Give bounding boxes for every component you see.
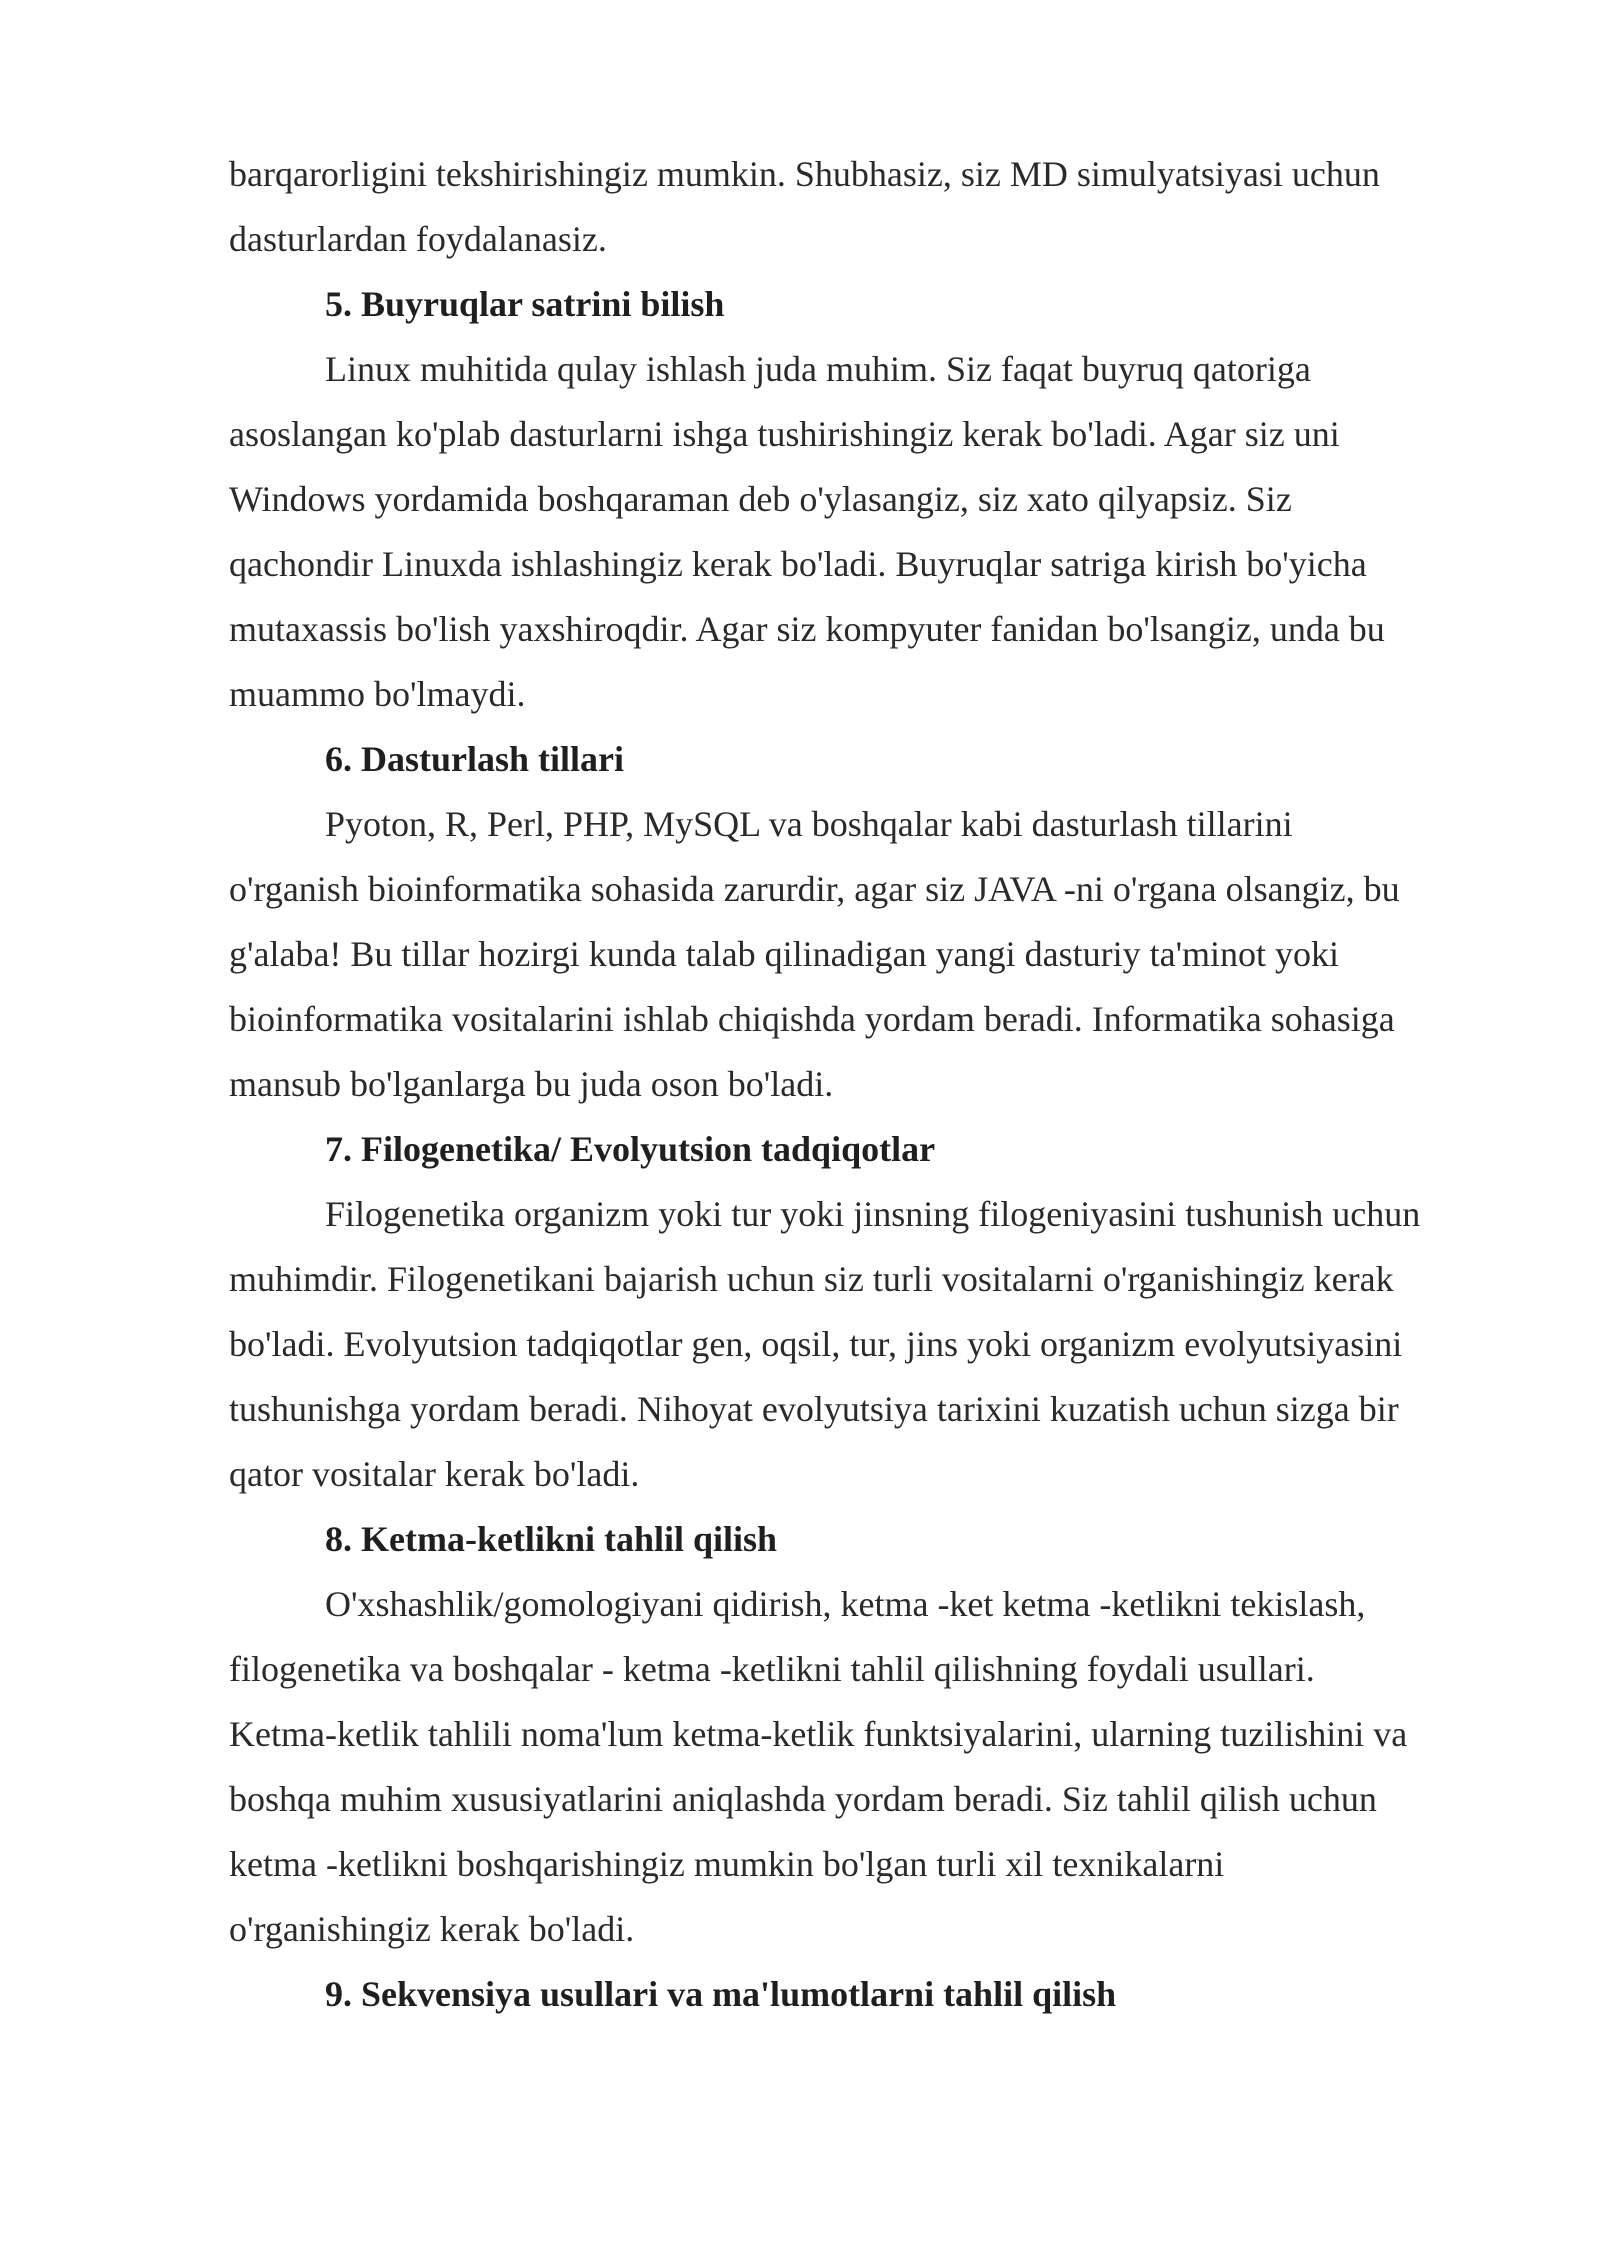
heading-7-phylogenetics: 7. Filogenetika/ Evolyutsion tadqiqotlar xyxy=(325,1129,936,1169)
paragraph-command-line: Linux muhitida qulay ishlash juda muhim. Siz faqat buyruq qatoriga asoslangan ko'plab dasturlarni ishga tushirishingiz kerak bo'ladi. Agar siz uni Windows yordamida boshqaraman deb o'ylasangiz, siz xato qilyapsiz. Siz qachondir Linuxda ishlashingiz kerak bo'ladi. Buyruqlar satriga kirish bo'yicha mutaxassis bo'lish yaxshiroqdir. Agar siz kompyuter fanidan bo'lsangiz, unda bu muammo bo'lmaydi. xyxy=(229,349,1385,714)
heading-5-command-line: 5. Buyruqlar satrini bilish xyxy=(325,284,725,324)
paragraph-sequence-analysis: O'xshashlik/gomologiyani qidirish, ketma -ket ketma -ketlikni tekislash, filogenetika va boshqalar - ketma -ketlikni tahlil qilishning foydali usullari. Ketma-ketlik tahlili noma'lum ketma-ketlik funktsiyalarini, ularning tuzilishini va boshqa muhim xususiyatlarini aniqlashda yordam beradi. Siz tahlil qilish uchun ketma -ketlikni boshqarishingiz mumkin bo'lgan turli xil texnikalarni o'rganishingiz kerak bo'ladi. xyxy=(229,1584,1408,1949)
paragraph-intro-continuation: barqarorligini tekshirishingiz mumkin. Shubhasiz, siz MD simulyatsiyasi uchun dasturlardan foydalanasiz. xyxy=(229,154,1380,259)
heading-9-sequencing-methods: 9. Sekvensiya usullari va ma'lumotlarni tahlil qilish xyxy=(325,1974,1117,2014)
document-body xyxy=(229,142,1484,2027)
heading-8-sequence-analysis: 8. Ketma-ketlikni tahlil qilish xyxy=(325,1519,778,1559)
paragraph-programming-languages: Pyoton, R, Perl, PHP, MySQL va boshqalar kabi dasturlash tillarini o'rganish bioinformatika sohasida zarurdir, agar siz JAVA -ni o'rgana olsangiz, bu g'alaba! Bu tillar hozirgi kunda talab qilinadigan yangi dasturiy ta'minot yoki bioinformatika vositalarini ishlab chiqishda yordam beradi. Informatika sohasiga mansub bo'lganlarga bu juda oson bo'ladi. xyxy=(229,804,1400,1104)
heading-6-programming-languages: 6. Dasturlash tillari xyxy=(325,739,625,779)
paragraph-phylogenetics: Filogenetika organizm yoki tur yoki jinsning filogeniyasini tushunish uchun muhimdir. Filogenetikani bajarish uchun siz turli vositalarni o'rganishingiz kerak bo'ladi. Evolyutsion tadqiqotlar gen, oqsil, tur, jins yoki organizm evolyutsiyasini tushunishga yordam beradi. Nihoyat evolyutsiya tarixini kuzatish uchun sizga bir qator vositalar kerak bo'ladi. xyxy=(229,1194,1421,1494)
